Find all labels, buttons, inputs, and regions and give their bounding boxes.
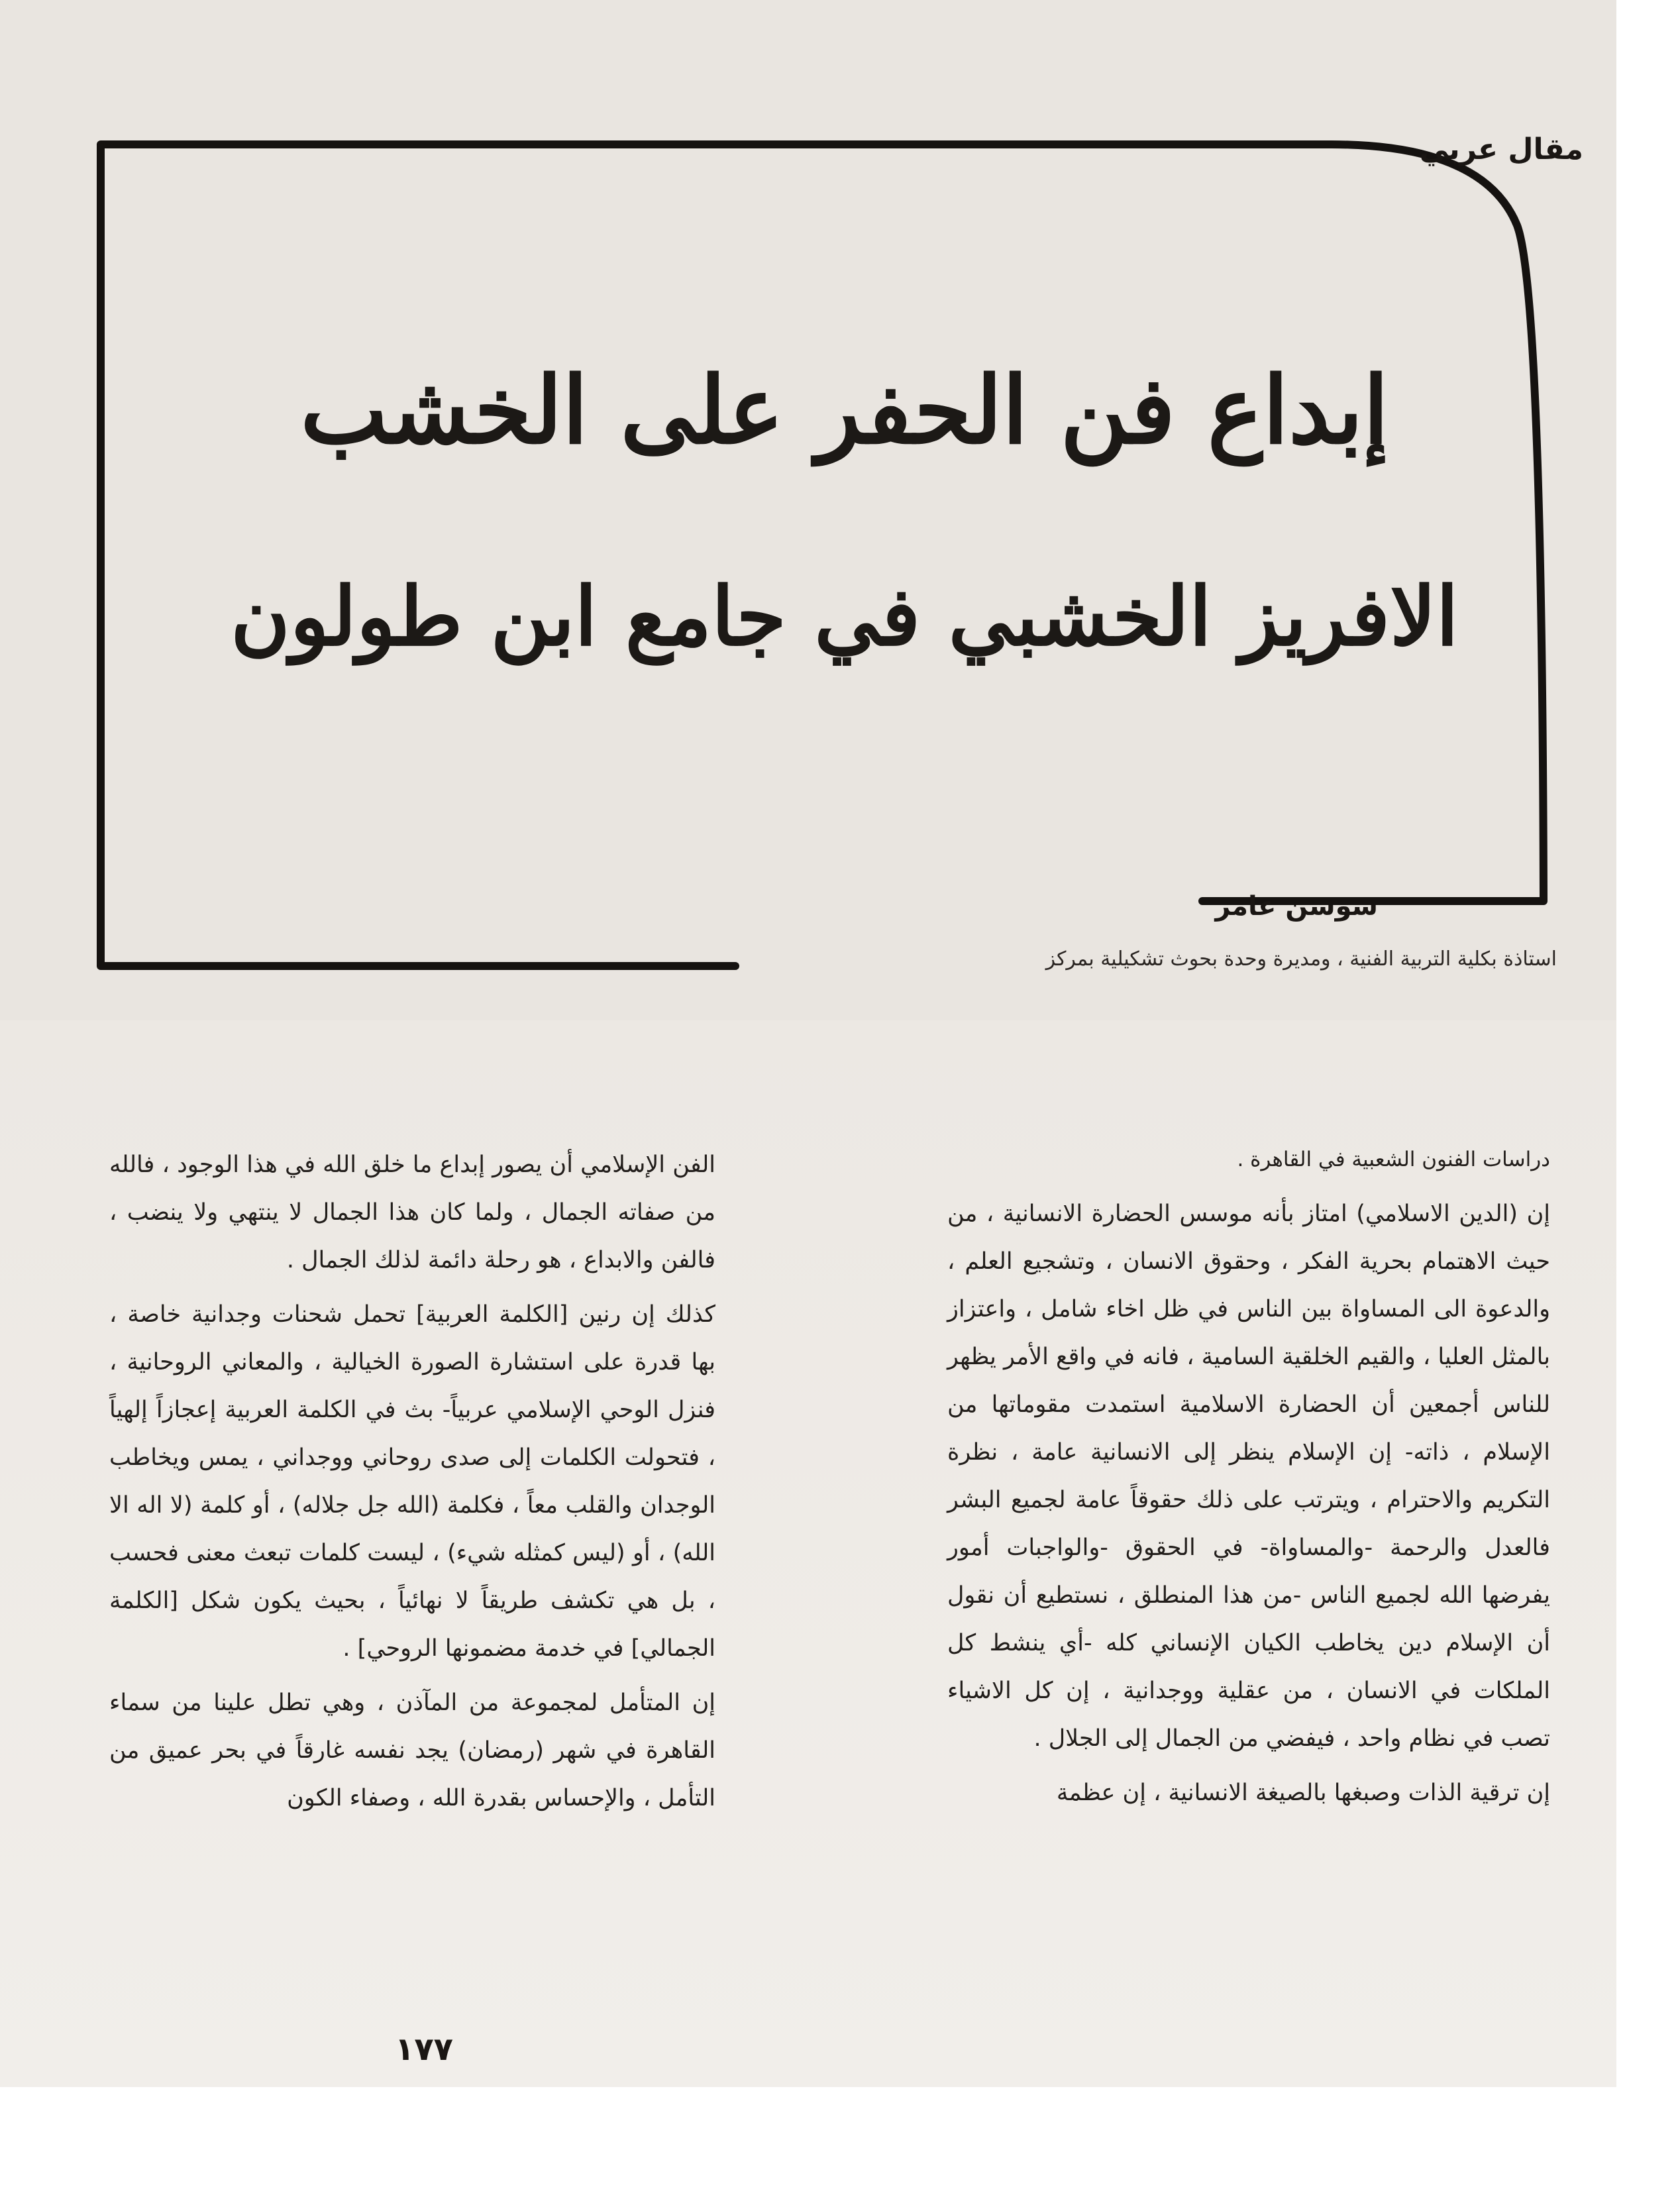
paragraph: الفن الإسلامي أن يصور إبداع ما خلق الله في هذا الوجود ، فالله من صفاته الجمال ، ولما كان هذا الجمال لا ينتهي ولا ينضب ، فالفن والابداع ، هو رحلة دائمة لذلك الجمال .	[109, 1152, 715, 1273]
paragraph: إن (الدين الاسلامي) امتاز بأنه موسس الحضارة الانسانية ، من حيث الاهتمام بحرية الفكر ، وحقوق الانسان ، وتشجيع العلم ، والدعوة الى المساواة بين الناس في ظل اخاء شامل ، واعتزاز بالمثل العليا ، والقيم الخلقية السامية ، فانه في واقع الأمر يظهر للناس أجمعين أن الحضارة الاسلامية استمدت مقوماتها من الإسلام ، ذاته- إن الإسلام ينظر إلى الانسانية عامة ، نظرة التكريم والاحترام ، ويترتب على ذلك حقوقاً عامة لجميع البشر فالعدل والرحمة -والمساواة- في الحقوق -والواجبات أمور يفرضها الله لجميع الناس -من هذا المنطلق ، نستطيع أن نقول أن الإسلام دين يخاطب الكيان الإنساني كله -أي ينشط كل الملكات في الانسان ، من عقلية ووجدانية ، إن كل الاشياء تصب في نظام واحد ، فيفضي من الجمال إلى الجلال .	[947, 1201, 1550, 1752]
body-column-right	[947, 1141, 1550, 1823]
body-column-left	[109, 1141, 715, 1829]
paragraph: دراسات الفنون الشعبية في القاهرة .	[1237, 1148, 1550, 1171]
article-title: إبداع فن الحفر على الخشب	[300, 356, 1389, 465]
paragraph: كذلك إن رنين [الكلمة العربية] تحمل شحنات وجدانية خاصة ، بها قدرة على استشارة الصورة الخيالية ، والمعاني الروحانية ، فنزل الوحي الإسلامي عربياً- بث في الكلمة العربية إعجازاً إلهياً ، فتحولت الكلمات إلى صدى روحاني ووجداني ، يمس ويخاطب الوجدان والقلب معاً ، فكلمة (الله جل جلاله) ، أو كلمة (لا اله الا الله) ، أو (ليس كمثله شيء) ، ليست كلمات تبعث معنى فحسب ، بل هي تكشف طريقاً لا نهائياً ، بحيث يكون شكل [الكلمة الجمالي] في خدمة مضمونها الروحي] .	[109, 1301, 715, 1662]
section-label: مقال عربي	[1419, 133, 1583, 166]
paragraph: إن ترقية الذات وصبغها بالصيغة الانسانية ، إن عظمة	[1056, 1780, 1550, 1806]
article-subtitle: الافريز الخشبي في جامع ابن طولون	[231, 568, 1459, 664]
paragraph: إن المتأمل لمجموعة من المآذن ، وهي تطل علينا من سماء القاهرة في شهر (رمضان) يجد نفسه غارقاً في بحر عميق من التأمل ، والإحساس بقدرة الله ، وصفاء الكون	[109, 1690, 715, 1811]
author-name: سوسن عامر	[1215, 891, 1378, 922]
title-frame-border	[101, 144, 1544, 966]
author-affiliation: استاذة بكلية التربية الفنية ، ومديرة وحدة بحوث تشكيلية بمركز	[1045, 947, 1557, 971]
page-number: ١٧٧	[395, 2031, 453, 2068]
